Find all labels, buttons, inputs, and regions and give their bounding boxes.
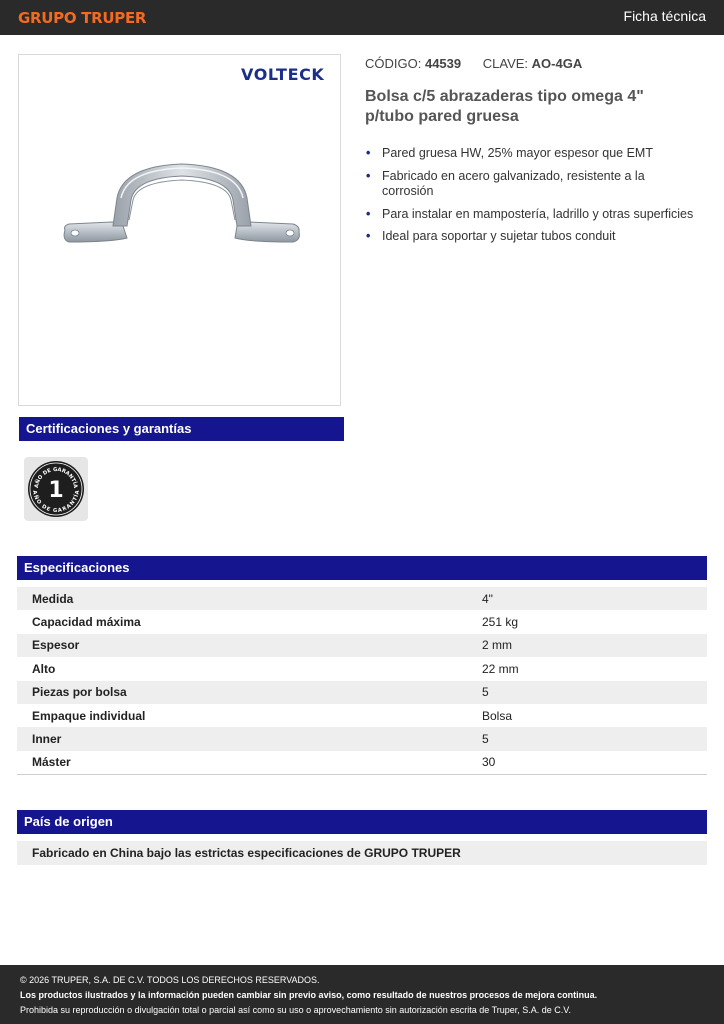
product-image-box xyxy=(18,54,341,406)
omega-clamp-icon xyxy=(57,160,307,250)
table-row: Piezas por bolsa 5 xyxy=(17,681,707,704)
pais-origen-text: Fabricado en China bajo las estrictas especificaciones de GRUPO TRUPER xyxy=(17,841,707,865)
feature-list xyxy=(365,146,695,252)
grupo-truper-logo: GRUPO TRUPER xyxy=(18,9,147,27)
table-row: Capacidad máxima 251 kg xyxy=(32,615,519,630)
feature-item: • Ideal para soportar y sujetar tubos conduit xyxy=(366,229,616,243)
table-row: Medida 4" xyxy=(17,587,707,610)
top-header-bar xyxy=(0,0,724,35)
clave-label: CLAVE: xyxy=(482,56,529,71)
ficha-tecnica-label: Ficha técnica xyxy=(623,8,706,24)
product-title: Bolsa c/5 abrazaderas tipo omega 4" p/tubo pared gruesa xyxy=(365,88,644,125)
bullet-icon: • xyxy=(366,168,371,183)
table-row: Alto 22 mm xyxy=(32,661,519,676)
footer-copyright: © 2026 TRUPER, S.A. DE C.V. TODOS LOS DERECHOS RESERVADOS. xyxy=(20,975,320,985)
warranty-badge xyxy=(24,457,88,521)
product-codes xyxy=(365,56,582,71)
clave-value: AO-4GA xyxy=(531,56,583,71)
svg-text:AÑO DE GARANTÍA: AÑO DE GARANTÍA xyxy=(33,466,79,489)
table-row: Inner 5 xyxy=(17,727,707,750)
svg-text:AÑO DE GARANTÍA: AÑO DE GARANTÍA xyxy=(30,489,82,515)
pais-origen-heading: País de origen xyxy=(17,810,707,834)
especificaciones-heading: Especificaciones xyxy=(17,556,707,580)
warranty-badge-icon xyxy=(24,457,88,521)
table-row: Máster 30 xyxy=(32,755,496,770)
certificaciones-heading: Certificaciones y garantías xyxy=(19,417,344,441)
warranty-years: 1 xyxy=(48,478,64,503)
feature-item: • Pared gruesa HW, 25% mayor espesor que EMT xyxy=(366,146,653,160)
table-row: Empaque individual Bolsa xyxy=(32,708,513,723)
footer xyxy=(0,965,724,1024)
specs-table xyxy=(17,587,707,774)
codigo-label: CÓDIGO: xyxy=(365,56,422,71)
table-divider xyxy=(17,774,707,775)
bullet-icon: • xyxy=(366,206,371,221)
feature-item: • Fabricado en acero galvanizado, resistente a la corrosión xyxy=(366,168,645,198)
volteck-logo: VOLTECK xyxy=(241,65,325,84)
bullet-icon: • xyxy=(366,229,371,243)
footer-notice: Los productos ilustrados y la información pueden cambiar sin previo aviso, como resultado de nuestros procesos de mejora continua. xyxy=(20,990,598,1000)
bullet-icon: • xyxy=(366,146,371,160)
feature-item: • Para instalar en mampostería, ladrillo y otras superficies xyxy=(366,206,694,221)
footer-prohibition: Prohibida su reproducción o divulgación total o parcial así como su uso o aprovechamiento sin autorización escrita de Truper, S.A. de C.V. xyxy=(20,1005,571,1015)
table-row: Espesor 2 mm xyxy=(17,634,707,657)
codigo-value: 44539 xyxy=(424,56,462,71)
